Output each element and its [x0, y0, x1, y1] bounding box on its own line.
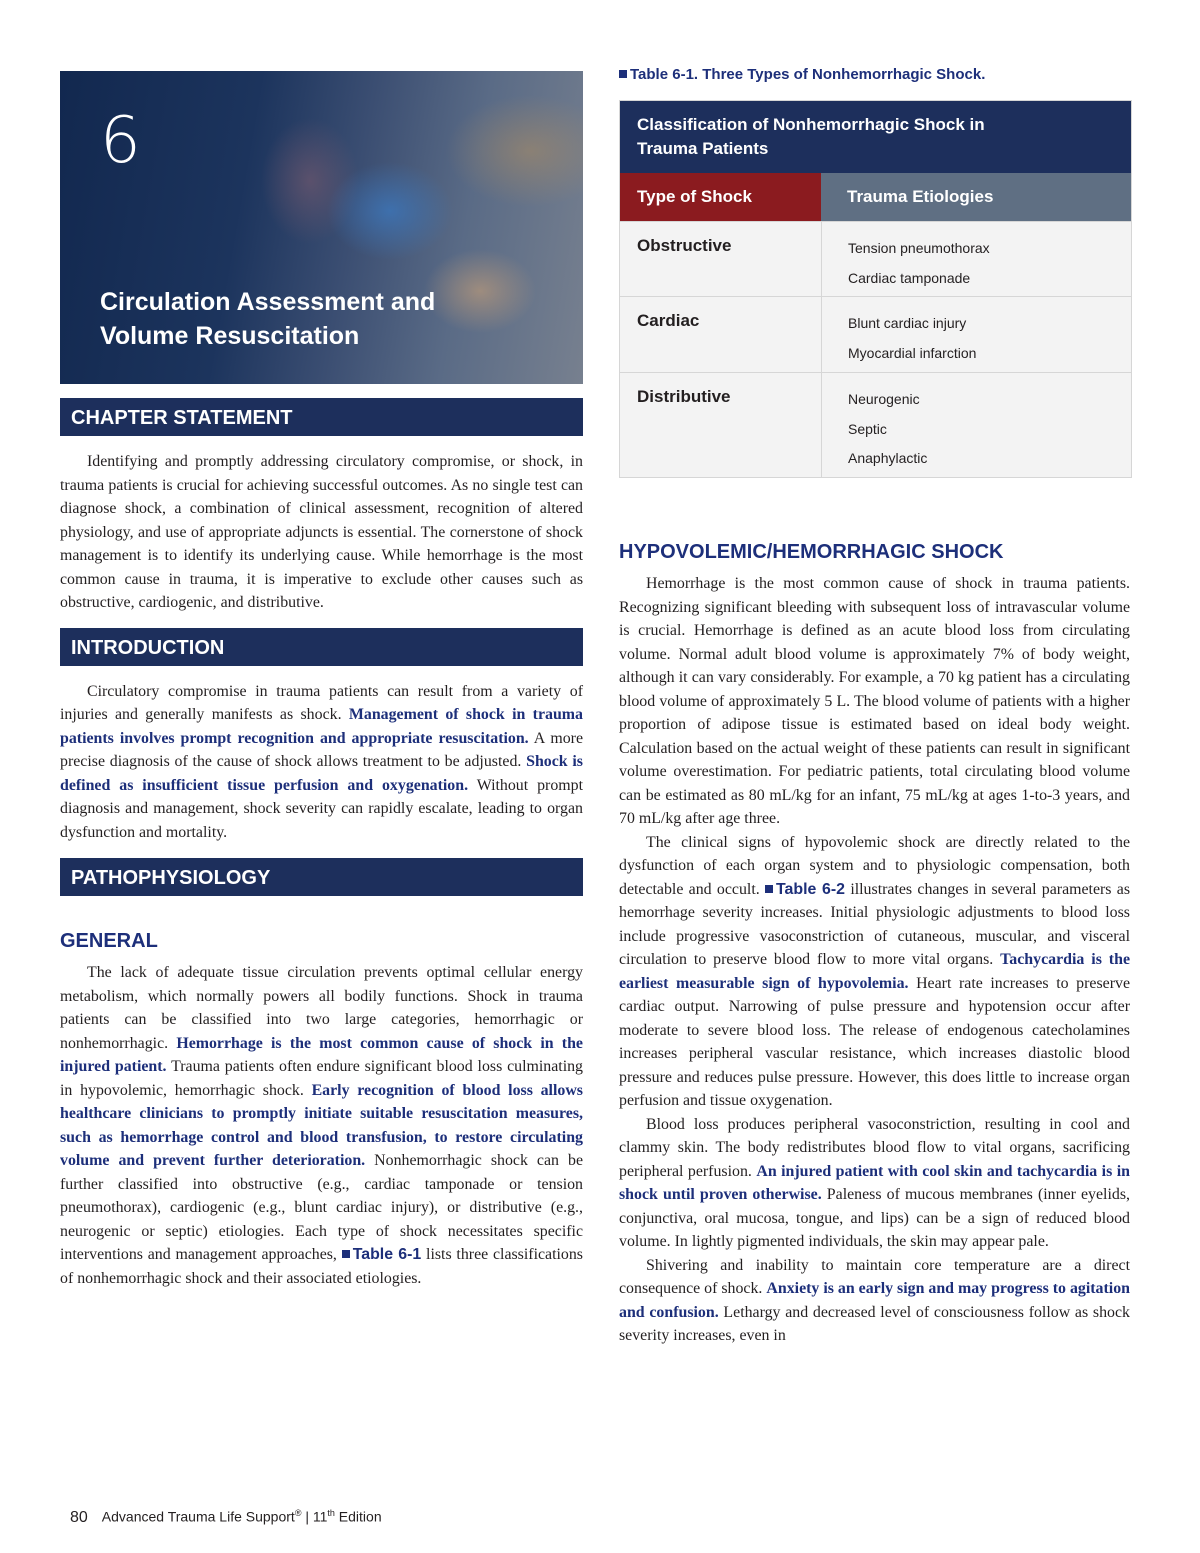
- chapter-statement-text: Identifying and promptly addressing circulatory compromise, or shock, in trauma patients is crucial for achieving successful outcomes. As no single test can diagnose shock, a combination of clinical assessment, recognition of altered physiology, and use of appropriate adjuncts is essential. The cornerstone of shock management is to identify its underlying cause. While hemorrhage is the most common cause in trauma, it is imperative to exclude other causes such as obstructive, cardiogenic, and distributive.: [60, 453, 583, 611]
- table-title: [620, 101, 1131, 173]
- text-run: Blood loss produces peripheral vasoconstriction, resulting in cool and clammy skin. The body redistributes blood flow to vital organs, sacrificing peripheral perfusion.: [619, 1115, 1130, 1180]
- text-run: Trauma patients often endure significant blood loss culminating in hypovolemic, hemorrhagic shock.: [60, 1058, 583, 1099]
- text-run: Nonhemorrhagic shock can be further classified into obstructive (e.g., cardiac tamponade or tension pneumothorax), cardiogenic (e.g., blunt cardiac injury), or distributive (e.g., neurogenic or septic) etiologies. Each type of shock necessitates specific interventions and management approaches,: [60, 1152, 583, 1263]
- etiology-item: Anaphylactic: [848, 450, 928, 466]
- etiology-item: Septic: [848, 420, 887, 437]
- book-title: Advanced Trauma Life Support: [101, 1508, 295, 1525]
- chapter-number: 6: [100, 104, 141, 178]
- text-run: lists three classifications of nonhemorrhagic shock and their associated etiologies.: [60, 1246, 583, 1287]
- etiology-item: Blunt cardiac injury: [848, 315, 967, 331]
- shock-type-cell: Distributive: [620, 373, 822, 477]
- nonhemorrhagic-shock-table: [619, 100, 1132, 478]
- table-6-2-link[interactable]: [765, 881, 845, 898]
- etiologies-cell: [822, 373, 1131, 477]
- etiologies-cell: [822, 222, 1131, 296]
- right-column: [619, 66, 1131, 1344]
- pathophysiology-heading: PATHOPHYSIOLOGY: [60, 858, 583, 896]
- table-header-row: [620, 173, 1131, 221]
- key-point: Anxiety is an early sign and may progress to agitation and confusion.: [619, 1280, 1130, 1321]
- table-6-1-link[interactable]: [342, 1246, 422, 1263]
- text-run: Lethargy and decreased level of consciousness follow as shock severity increases, even in: [619, 1303, 1130, 1344]
- chapter-title-line1: Circulation Assessment and: [100, 288, 436, 316]
- page-number: 80: [70, 1508, 88, 1526]
- chapter-statement-heading: CHAPTER STATEMENT: [60, 398, 583, 436]
- chapter-title: [100, 285, 540, 353]
- shock-type-cell: Obstructive: [620, 222, 822, 296]
- table-row: [620, 221, 1131, 296]
- page-footer: [70, 1508, 382, 1527]
- chapter-hero-image: [60, 71, 583, 384]
- edition-suffix: th: [327, 1508, 335, 1518]
- table-caption: [619, 66, 1130, 83]
- column-header-type: Type of Shock: [620, 173, 821, 221]
- registered-mark: ®: [294, 1508, 302, 1518]
- square-icon: [619, 70, 627, 78]
- column-header-etiologies: Trauma Etiologies: [821, 173, 1131, 221]
- key-point: Management of shock in trauma patients involves prompt recognition and appropriate resuscitation.: [60, 706, 583, 747]
- table-ref-label: Table 6-2: [776, 880, 846, 898]
- introduction-heading: INTRODUCTION: [60, 628, 583, 666]
- hypovolemic-paragraph-2: [619, 831, 1130, 1113]
- hypovolemic-paragraph-3: [619, 1113, 1130, 1254]
- etiology-item: Neurogenic: [848, 391, 920, 407]
- table-row: [620, 296, 1131, 372]
- etiology-item: Myocardial infarction: [848, 344, 977, 361]
- text-run: Circulatory compromise in trauma patients can result from a variety of injuries and generally manifests as shock.: [60, 682, 583, 723]
- hypovolemic-paragraph-4: [619, 1254, 1130, 1348]
- text-run: Without prompt diagnosis and management, shock severity can rapidly escalate, leading to organ dysfunction and mortality.: [60, 776, 583, 841]
- left-column: [60, 71, 583, 1290]
- etiologies-cell: [822, 297, 1131, 372]
- table-ref-label: Table 6-1: [352, 1246, 422, 1263]
- hypovolemic-section: [619, 541, 1130, 1348]
- general-text: [60, 961, 583, 1290]
- chapter-title-line2: Volume Resuscitation: [100, 322, 360, 350]
- footer-separator: | 11: [301, 1508, 328, 1525]
- square-icon: [342, 1250, 350, 1258]
- hypovolemic-heading: HYPOVOLEMIC/HEMORRHAGIC SHOCK: [619, 541, 1004, 563]
- key-point: Hemorrhage is the most common cause of shock in the injured patient.: [60, 1034, 583, 1075]
- text-run: The lack of adequate tissue circulation prevents optimal cellular energy metabolism, which normally powers all bodily functions. Shock in trauma patients can be classified into two large categories, hemorrhagic or nonhemorrhagic.: [60, 964, 583, 1052]
- introduction-text: [60, 680, 583, 845]
- key-point: An injured patient with cool skin and tachycardia is in shock until proven otherwise.: [619, 1162, 1131, 1203]
- key-point: Shock is defined as insufficient tissue perfusion and oxygenation.: [60, 753, 583, 794]
- square-icon: [765, 885, 773, 893]
- shock-type-cell: Cardiac: [620, 297, 822, 372]
- table-row: [620, 372, 1131, 477]
- text-run: A more precise diagnosis of the cause of shock allows treatment to be adjusted.: [60, 729, 583, 770]
- edition-label: Edition: [334, 1508, 382, 1525]
- general-subheading: GENERAL: [60, 930, 158, 952]
- table-title-line1: Classification of Nonhemorrhagic Shock in: [637, 115, 985, 134]
- key-point: Tachycardia is the earliest measurable sign of hypovolemia.: [619, 951, 1130, 992]
- table-title-line2: Trauma Patients: [637, 139, 769, 158]
- etiology-item: Cardiac tamponade: [848, 269, 971, 286]
- hypovolemic-paragraph-1: Hemorrhage is the most common cause of shock in trauma patients. Recognizing significant bleeding with subsequent loss of intravascular volume is crucial. Hemorrhage is defined as an acute blood loss from circulating volume. Normal adult blood volume is approximately 7% of body weight, although it can vary considerably. For example, a 70 kg patient has a circulating blood volume of approximately 5 L. The blood volume of patients with a higher proportion of adipose tissue is estimated based on ideal body weight. Calculation based on the actual weight of these patients can result in significant volume overestimation. For pediatric patients, total circulating blood volume can be estimated as 80 mL/kg for an infant, 75 mL/kg at ages 1-to-3 years, and 70 mL/kg after age three.: [619, 575, 1130, 827]
- etiology-item: Tension pneumothorax: [848, 240, 990, 256]
- table-caption-text: Table 6-1. Three Types of Nonhemorrhagic Shock.: [630, 66, 986, 83]
- text-run: The clinical signs of hypovolemic shock are directly related to the dysfunction of each organ system and to physiologic compensation, both detectable and occult.: [619, 833, 1130, 898]
- key-point: Early recognition of blood loss allows healthcare clinicians to promptly initiate suitable resuscitation measures, such as hemorrhage control and blood transfusion, to restore circulating volume and prevent further deterioration.: [60, 1081, 583, 1169]
- text-run: Heart rate increases to preserve cardiac output. Narrowing of pulse pressure and hypotension occur after moderate to severe blood loss. The release of endogenous catecholamines increases peripheral vascular resistance, which increases diastolic blood pressure and reduces pulse pressure. However, this does little to increase organ perfusion and tissue oxygenation.: [619, 974, 1130, 1109]
- text-run: illustrates changes in several parameters as hemorrhage severity increases. Initial physiologic adjustments to blood loss include progressive vasoconstriction of cutaneous, muscular, and visceral circulation to preserve blood flow to more vital organs.: [619, 880, 1130, 968]
- text-run: Shivering and inability to maintain core temperature are a direct consequence of shock.: [619, 1256, 1130, 1297]
- text-run: Paleness of mucous membranes (inner eyelids, conjunctiva, oral mucosa, tongue, and lips) can be a sign of reduced blood volume. In lightly pigmented individuals, the skin may appear pale.: [619, 1186, 1130, 1250]
